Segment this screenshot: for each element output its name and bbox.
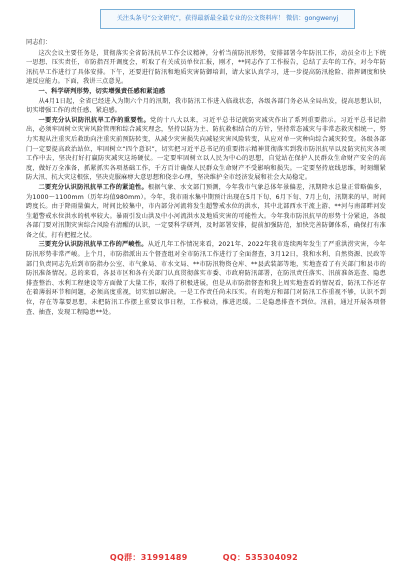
body-paragraph (26, 116, 386, 183)
document-body (26, 38, 386, 317)
greeting: 同志们： (26, 39, 52, 46)
paragraph-text: 从近几年工作情况来看，2021年、2022年我市连续两年发生了严重洪涝灾害，今年防汛形势非常严峻。上个月，市防指派出五个督查组对全市防汛工作进行了全面督查，3月12日，我和水利、自然资源、民政等部门负责同志先后到市防指办公室、市气象局、市水文局、**市防汛物资仓库、**县武装部等地，实地查看了有关部门和县市的防汛准备情况。总的来看，各县市区和各有关部门认真贯彻落实市委、市政府防汛部署，在防汛责任落实、汛前准备巡查、隐患排查整治、水利工程建设等方面做了大量工作，取得了积极进展，但是从市防指督查和我上周实地查看的情况看，防汛工作还存在着薄弱环节和问题，必须高度重视，切实加以解决。一是工作责任尚未压实。有的地方和部门对防汛工作重视不够，认识不到位，存在等靠要思想，未把防汛工作摆上重要议事日程，工作被动，推进迟缓。二是隐患排查不到位。汛前，通过开展各项督查、抽查，发现工程隐患**处。 (26, 241, 386, 316)
body-paragraph (26, 183, 386, 241)
footer-qq-group: QQ群：31991489 (109, 553, 188, 562)
footer-contact (0, 552, 408, 563)
footer-qq: QQ：535304092 (222, 553, 299, 562)
header-banner: 关注头条号“公文研究”，获得最新最全最专业的公文资料库！ 微信：gongwenyj (100, 9, 355, 29)
section-heading: 一、科学研判形势，切实增强责任感和紧迫感 (38, 87, 166, 95)
body-paragraph: 这次会议主要任务是，贯彻落实全省防汛抗旱工作会议精神，分析当前防汛形势，安排部署今年防汛工作，动员全市上下统一思想、压实责任，市防指召开调度会，听取了有关成员单位汇报，刚才，**同志作了工作报告，总结了去年的工作，对今年防汛抗旱工作进行了具体安排。下午，还要进行防汛和地质灾害防御培训，请大家认真学习，进一步提高防汛抢险、指挥调度和快速反应能力。下面，我讲三点意见。 (26, 49, 386, 86)
paragraph-text: 党的十八大以来，习近平总书记就防灾减灾作出了系列重要指示。习近平总书记指出，必须牢固树立灾害风险管理和综合减灾理念，坚持以防为主、防抗救相结合的方针，坚持常态减灾与非常态救灾相统一，努力实现从注重灾后救助向注重灾前预防转变，从减少灾害损失向减轻灾害风险转变，从应对单一灾种向综合减灾转变。各级各部门一定要提高政治站位，牢固树立“四个意识”，切实把习近平总书记的重要指示精神贯彻落实到我市防汛抗旱以及防灾抗灾各项工作中去，坚决打好打赢防灾减灾这场硬仗。一定要牢固树立以人民为中心的思想，自觉站在保护人民群众生命财产安全的高度，做好万全准备，抓紧抓实各项基础工作，千方百计确保人民群众生命财产不受影响和损失。一定要坚持底线思维，时刻绷紧防大汛、抗大灾这根弦，坚决克服麻痹大意思想和侥幸心理，坚决维护全市经济发展和社会大局稳定。 (26, 116, 386, 182)
paragraph-text: 根据气象、水文部门预测，今年我市气象总体年景偏差，汛期降水总量正常略偏多，为1000～1100mm（历年均值980mm）。今年，我市雨水集中期预计出现在5月下旬、6月下旬、7月上旬，汛期来的早，时间跨度长。由于降雨量偏大，时间比较集中，市内部分河流将发生超警戒水位的洪水，其中北部西水干流上游、**河与南部畔河发生超警戒水位洪水的机率较大。暴雨引发山洪及中小河流洪水及地质灾害的可能性大。今年我市防汛抗旱的形势十分紧迫，各级各部门要对汛期灾害综合风险有清醒的认识，一定要科学研判，及时部署安排，提前加强防范，加快完善防御体系，确保打有准备之仗，打有把握之仗。 (26, 183, 386, 239)
paragraph-lead: 三要充分认识防汛抗旱工作的严峻性。 (38, 241, 148, 249)
body-paragraph: 从4月1日起，全省已经进入为期六个月的汛期，我市防汛工作进入临战状态，各级各部门务必从全局出发，提高思想认识，切实增强工作的责任感、紧迫感。 (26, 97, 386, 115)
paragraph-lead: 二要充分认识防汛抗旱工作的紧迫性。 (38, 183, 148, 191)
paragraphs (26, 49, 386, 318)
paragraph-lead: 一要充分认识防汛抗旱工作的重要性。 (38, 116, 151, 124)
body-paragraph (26, 240, 386, 317)
